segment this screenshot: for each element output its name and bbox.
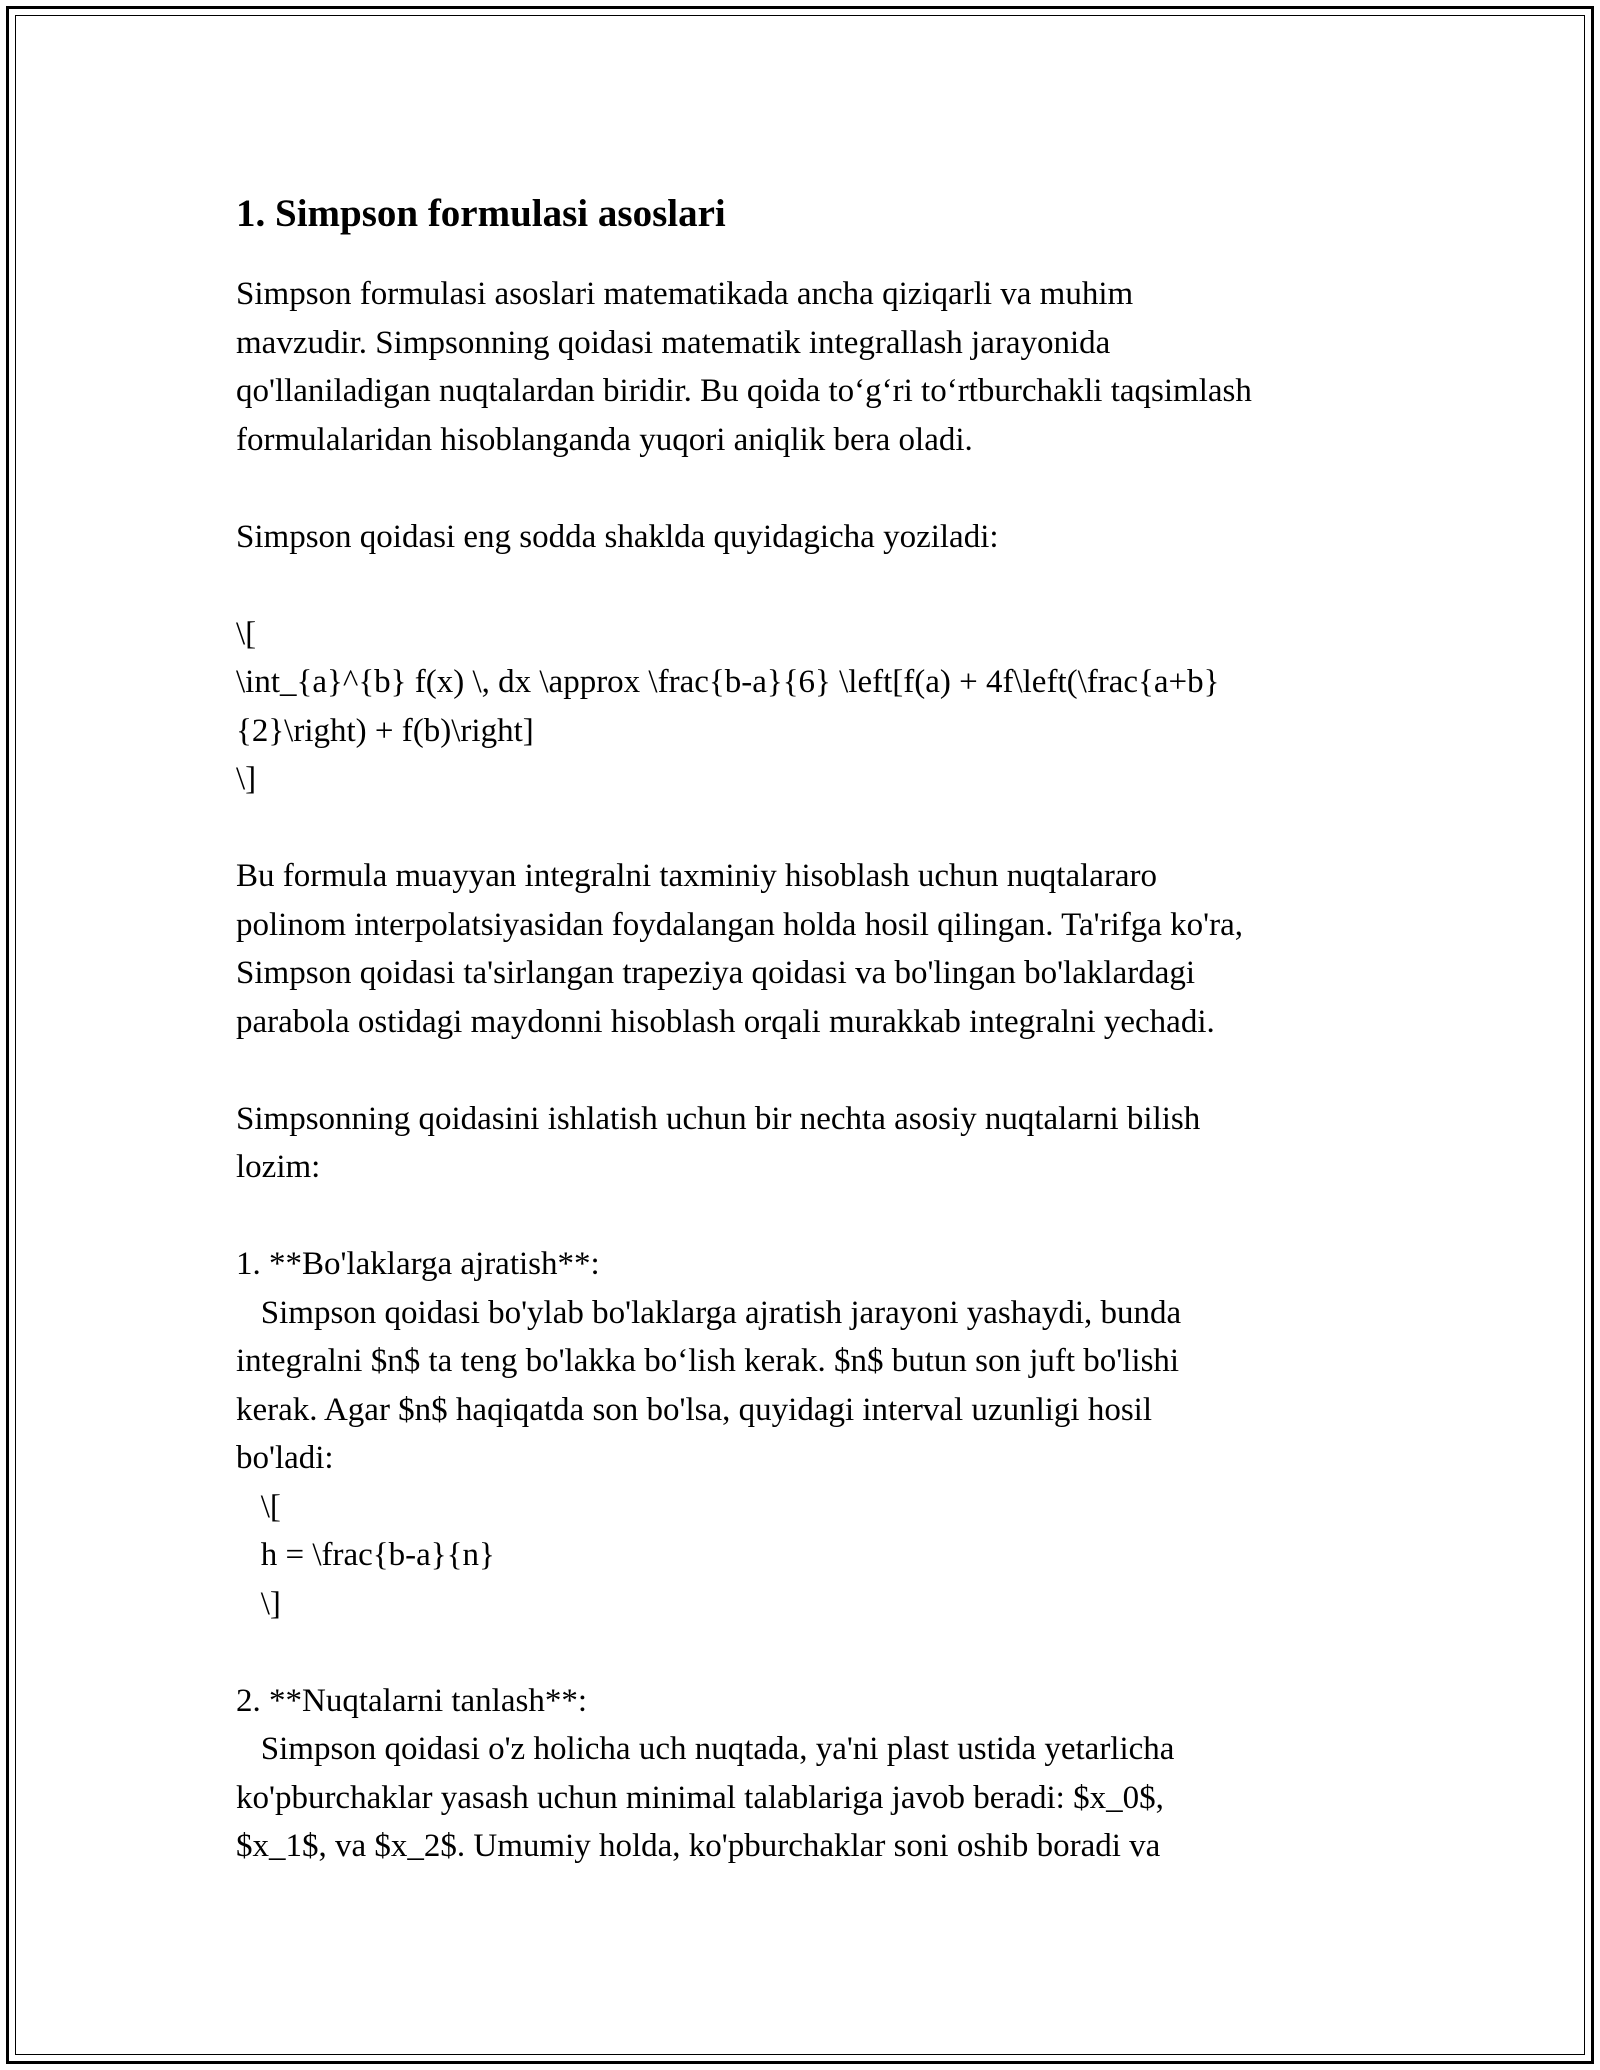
text-line: $x_1$, va $x_2$. Umumiy holda, ko'pburchaklar soni oshib boradi va (236, 1828, 1161, 1864)
text-line: Simpson qoidasi bo'ylab bo'laklarga ajratish jarayoni yashaydi, bunda (236, 1294, 1182, 1331)
text-line: lozim: (236, 1149, 321, 1185)
text-line: qo'llaniladigan nuqtalardan biridir. Bu qoida to‘g‘ri to‘rtburchakli taqsimlash (236, 373, 1252, 409)
text-line: Simpson qoidasi o'z holicha uch nuqtada, ya'ni plast ustida yetarlicha (236, 1731, 1175, 1767)
formula-line: \] (236, 1585, 281, 1622)
text-line: parabola ostidagi maydonni hisoblash orqali murakkab integralni yechadi. (236, 1003, 1215, 1040)
blank-line (236, 1628, 1396, 1677)
blank-line (236, 804, 1396, 853)
blank-line (236, 1192, 1396, 1241)
formula-line: \[ (236, 615, 257, 652)
formula-line: \[ (236, 1488, 281, 1525)
text-line: ko'pburchaklar yasash uchun minimal talablariga javob beradi: $x_0$, (236, 1779, 1164, 1816)
list-item-heading: 1. **Bo'laklarga ajratish**: (236, 1246, 600, 1282)
text-line: integralni $n$ ta teng bo'lakka bo‘lish kerak. $n$ butun son juft bo'lishi (236, 1343, 1180, 1379)
formula-line: h = \frac{b-a}{n} (236, 1537, 495, 1573)
text-line: bo'ladi: (236, 1440, 334, 1476)
text-line: Simpson qoidasi ta'sirlangan trapeziya qoidasi va bo'lingan bo'laklardagi (236, 955, 1196, 991)
text-line: Simpsonning qoidasini ishlatish uchun bir nechta asosiy nuqtalarni bilish (236, 1100, 1201, 1137)
formula-line: {2}\right) + f(b)\right] (236, 712, 534, 749)
document-body (236, 186, 1396, 1871)
text-line: Simpson formulasi asoslari matematikada ancha qiziqarli va muhim (236, 276, 1134, 312)
section-heading: 1. Simpson formulasi asoslari (236, 192, 726, 235)
text-line: Bu formula muayyan integralni taxminiy hisoblash uchun nuqtalararo (236, 858, 1158, 894)
formula-line: \] (236, 761, 257, 797)
text-line: mavzudir. Simpsonning qoidasi matematik integrallash jarayonida (236, 324, 1111, 361)
text-line: Simpson qoidasi eng sodda shaklda quyidagicha yoziladi: (236, 518, 999, 555)
list-item-heading: 2. **Nuqtalarni tanlash**: (236, 1682, 588, 1719)
blank-line (236, 1046, 1396, 1095)
text-line: formulalaridan hisoblanganda yuqori aniqlik bera oladi. (236, 421, 973, 458)
blank-line (236, 561, 1396, 610)
blank-line (236, 464, 1396, 513)
text-line: polinom interpolatsiyasidan foydalangan holda hosil qilingan. Ta'rifga ko'ra, (236, 906, 1243, 943)
formula-line: \int_{a}^{b} f(x) \, dx \approx \frac{b-a}{6} \left[f(a) + 4f\left(\frac{a+b} (236, 664, 1220, 700)
text-line: kerak. Agar $n$ haqiqatda son bo'lsa, quyidagi interval uzunligi hosil (236, 1391, 1153, 1428)
